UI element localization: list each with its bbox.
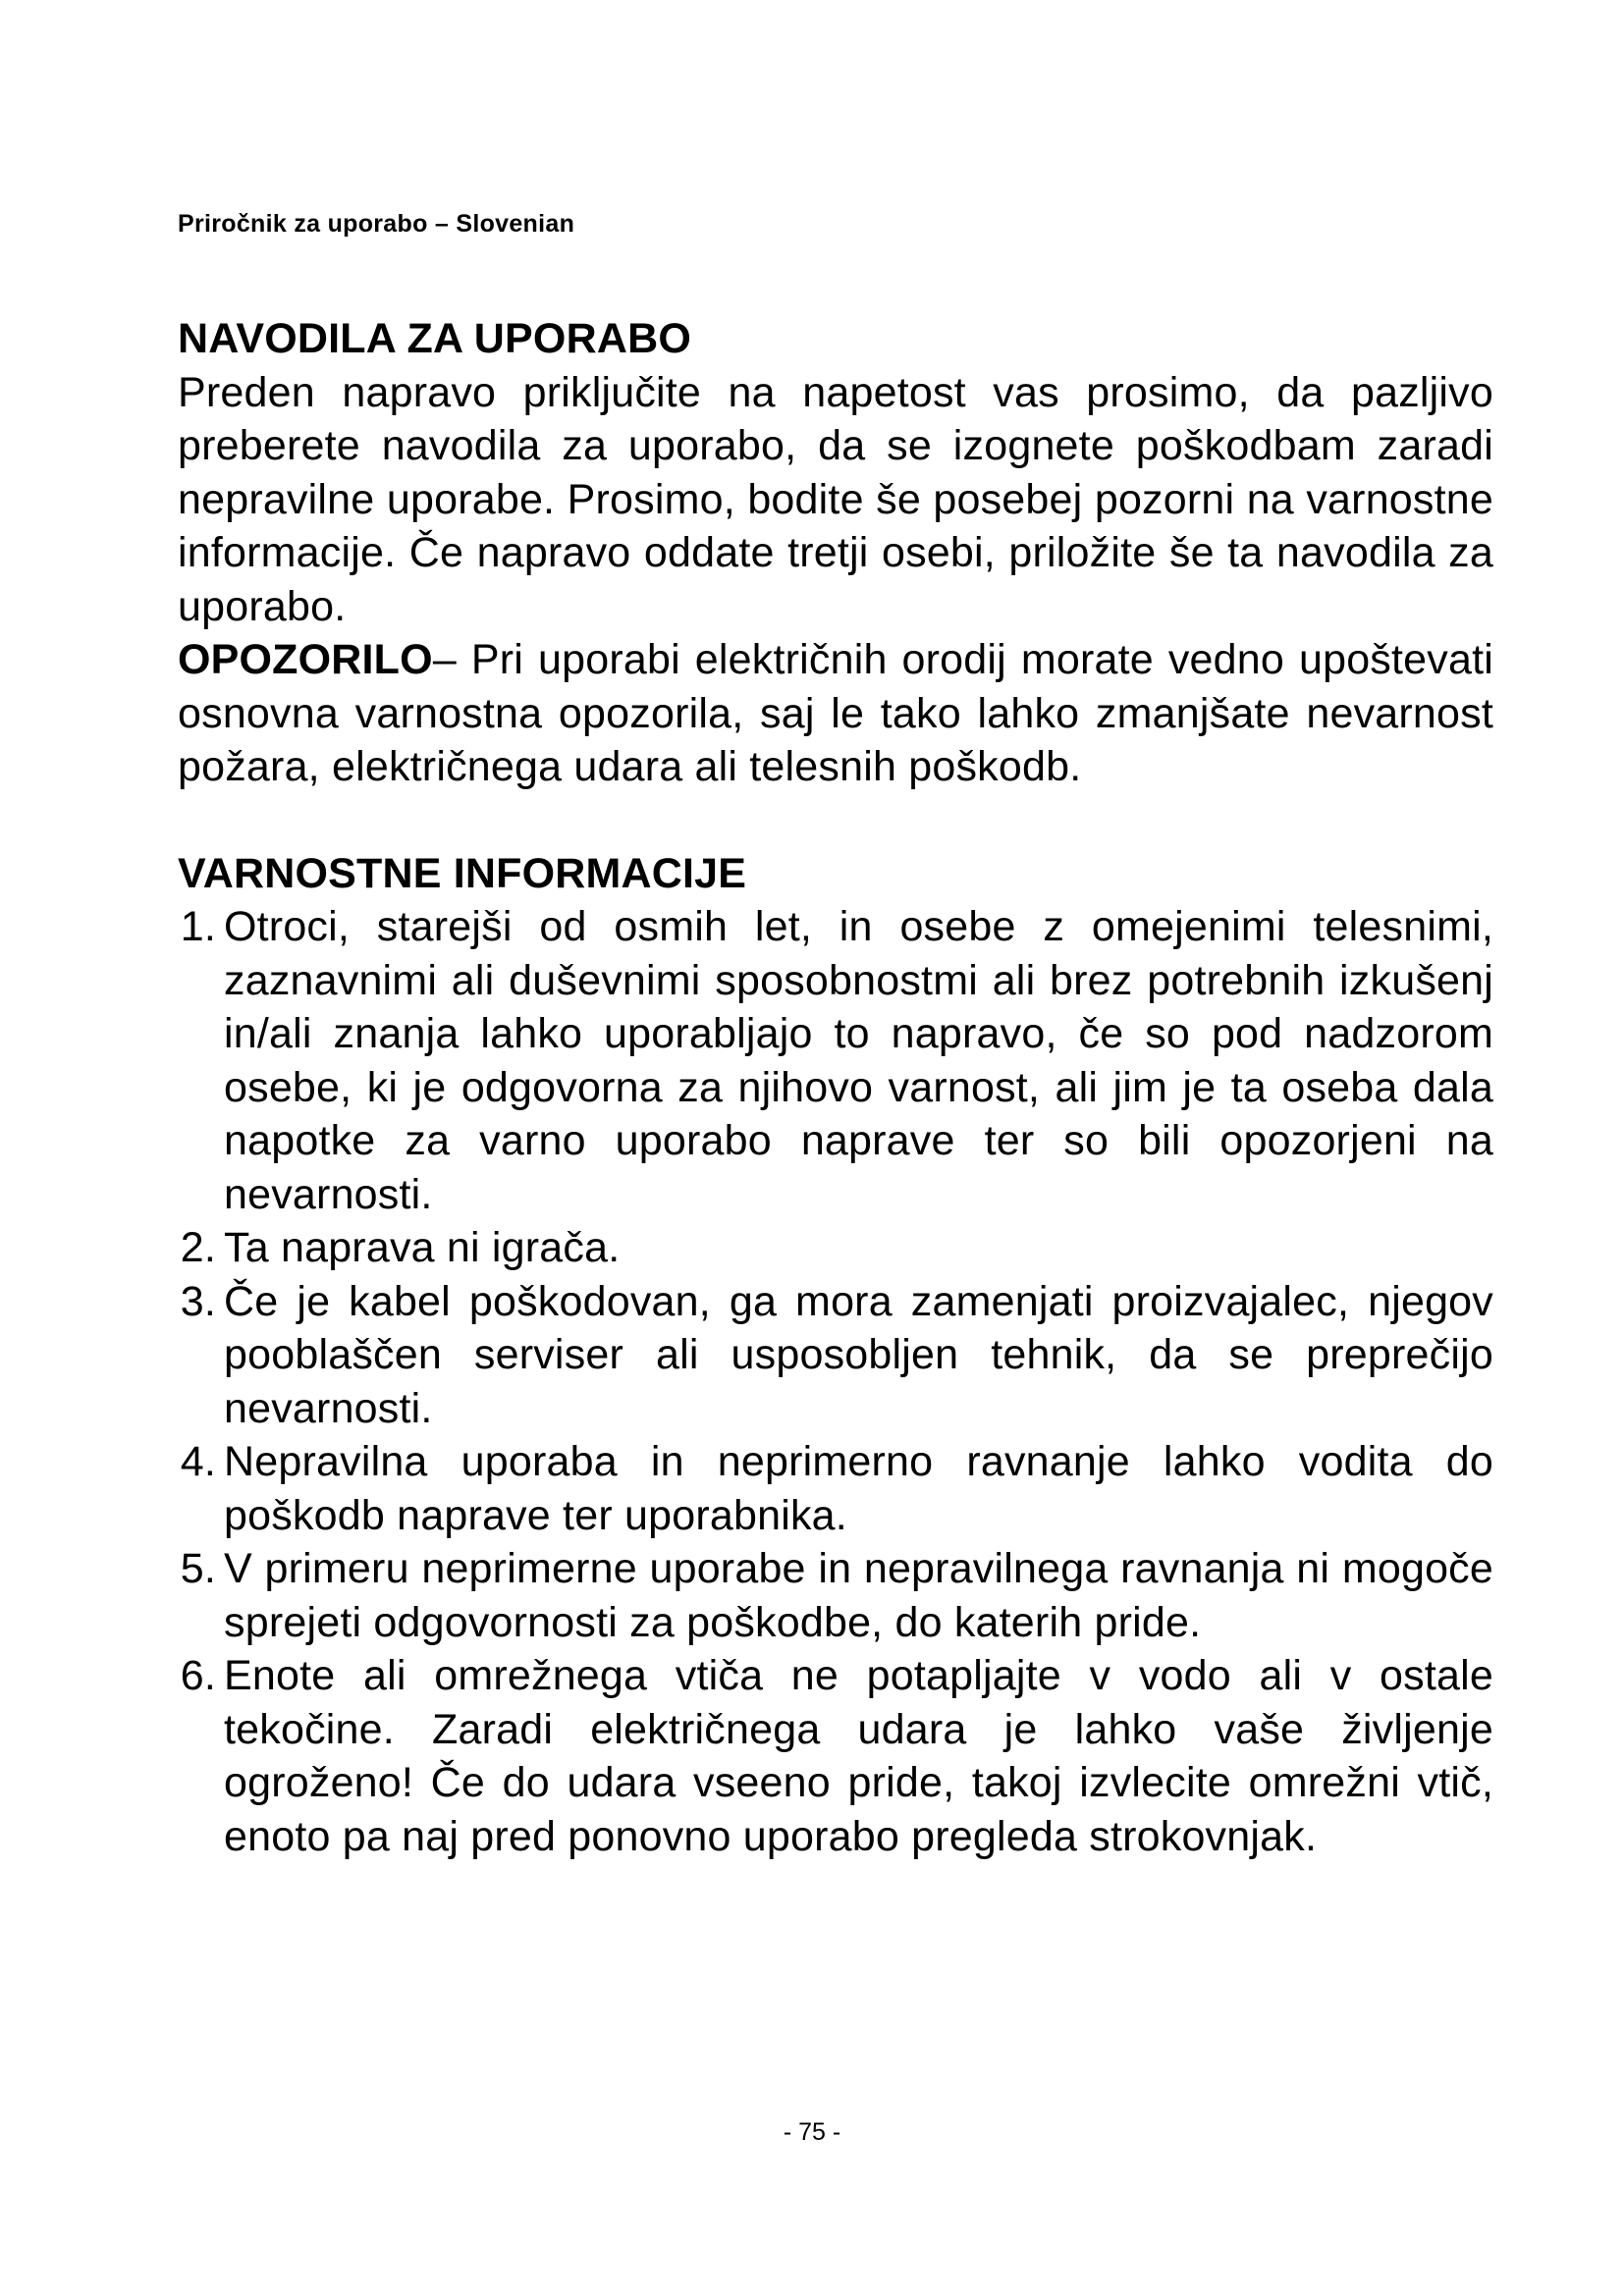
- safety-heading: VARNOSTNE INFORMACIJE: [178, 849, 747, 897]
- safety-item: [178, 1649, 1493, 1863]
- instructions-paragraph: Preden napravo priključite na napetost vas prosimo, da pazljivo preberete navodila za uporabo, da se izognete poškodbam zaradi nepravilne uporabe. Prosimo, bodite še posebej pozorni na varnostne informacije. Če napravo oddate tretji osebi, priložite še ta navodila za uporabo.: [178, 368, 1493, 630]
- safety-item: [178, 1221, 1493, 1275]
- safety-item: [178, 1275, 1493, 1436]
- safety-item-text: Nepravilna uporaba in neprimerno ravnanje lahko vodita do poškodb naprave ter uporabnika.: [224, 1438, 1493, 1539]
- warning-paragraph: [178, 633, 1493, 794]
- safety-item-number: 3.: [180, 1277, 216, 1325]
- safety-item-number: 6.: [180, 1652, 216, 1699]
- safety-list: [178, 900, 1493, 1863]
- safety-item-number: 1.: [180, 903, 216, 950]
- safety-item: [178, 900, 1493, 1221]
- page-header: Priročnik za uporabo – Slovenian: [178, 210, 575, 238]
- safety-item-text: V primeru neprimerne uporabe in nepravilnega ravnanja ni mogoče sprejeti odgovornosti za poškodbe, do katerih pride.: [224, 1545, 1493, 1646]
- main-content: [178, 312, 1493, 1863]
- safety-item: [178, 1542, 1493, 1649]
- safety-item-number: 4.: [180, 1438, 216, 1485]
- safety-item-text: Ta naprava ni igrača.: [224, 1224, 621, 1271]
- safety-item-number: 2.: [180, 1224, 216, 1271]
- section-spacer: [178, 794, 1493, 847]
- safety-item-number: 5.: [180, 1545, 216, 1592]
- safety-item-text: Enote ali omrežnega vtiča ne potapljajte v vodo ali v ostale tekočine. Zaradi električnega udara je lahko vaše življenje ogroženo! Če do udara vseeno pride, takoj izvlecite omrežni vtič, enoto pa naj pred ponovno uporabo pregleda strokovnjak.: [224, 1652, 1493, 1860]
- page-number: - 75 -: [783, 2118, 841, 2146]
- warning-text: – Pri uporabi električnih orodij morate vedno upoštevati osnovna varnostna opozorila, saj le tako lahko zmanjšate nevarnost požara, električnega udara ali telesnih poškodb.: [178, 636, 1493, 790]
- safety-item-text: Če je kabel poškodovan, ga mora zamenjati proizvajalec, njegov pooblaščen serviser ali usposobljen tehnik, da se preprečijo nevarnosti.: [224, 1277, 1493, 1432]
- warning-label: OPOZORILO: [178, 636, 433, 683]
- safety-item: [178, 1435, 1493, 1542]
- safety-item-text: Otroci, starejši od osmih let, in osebe z omejenimi telesnimi, zaznavnimi ali duševnimi sposobnostmi ali brez potrebnih izkušenj in/ali znanja lahko uporabljajo to napravo, če so pod nadzorom osebe, ki je odgovorna za njihovo varnost, ali jim je ta oseba dala napotke za varno uporabo naprave ter so bili opozorjeni na nevarnosti.: [224, 903, 1493, 1218]
- instructions-heading: NAVODILA ZA UPORABO: [178, 315, 691, 362]
